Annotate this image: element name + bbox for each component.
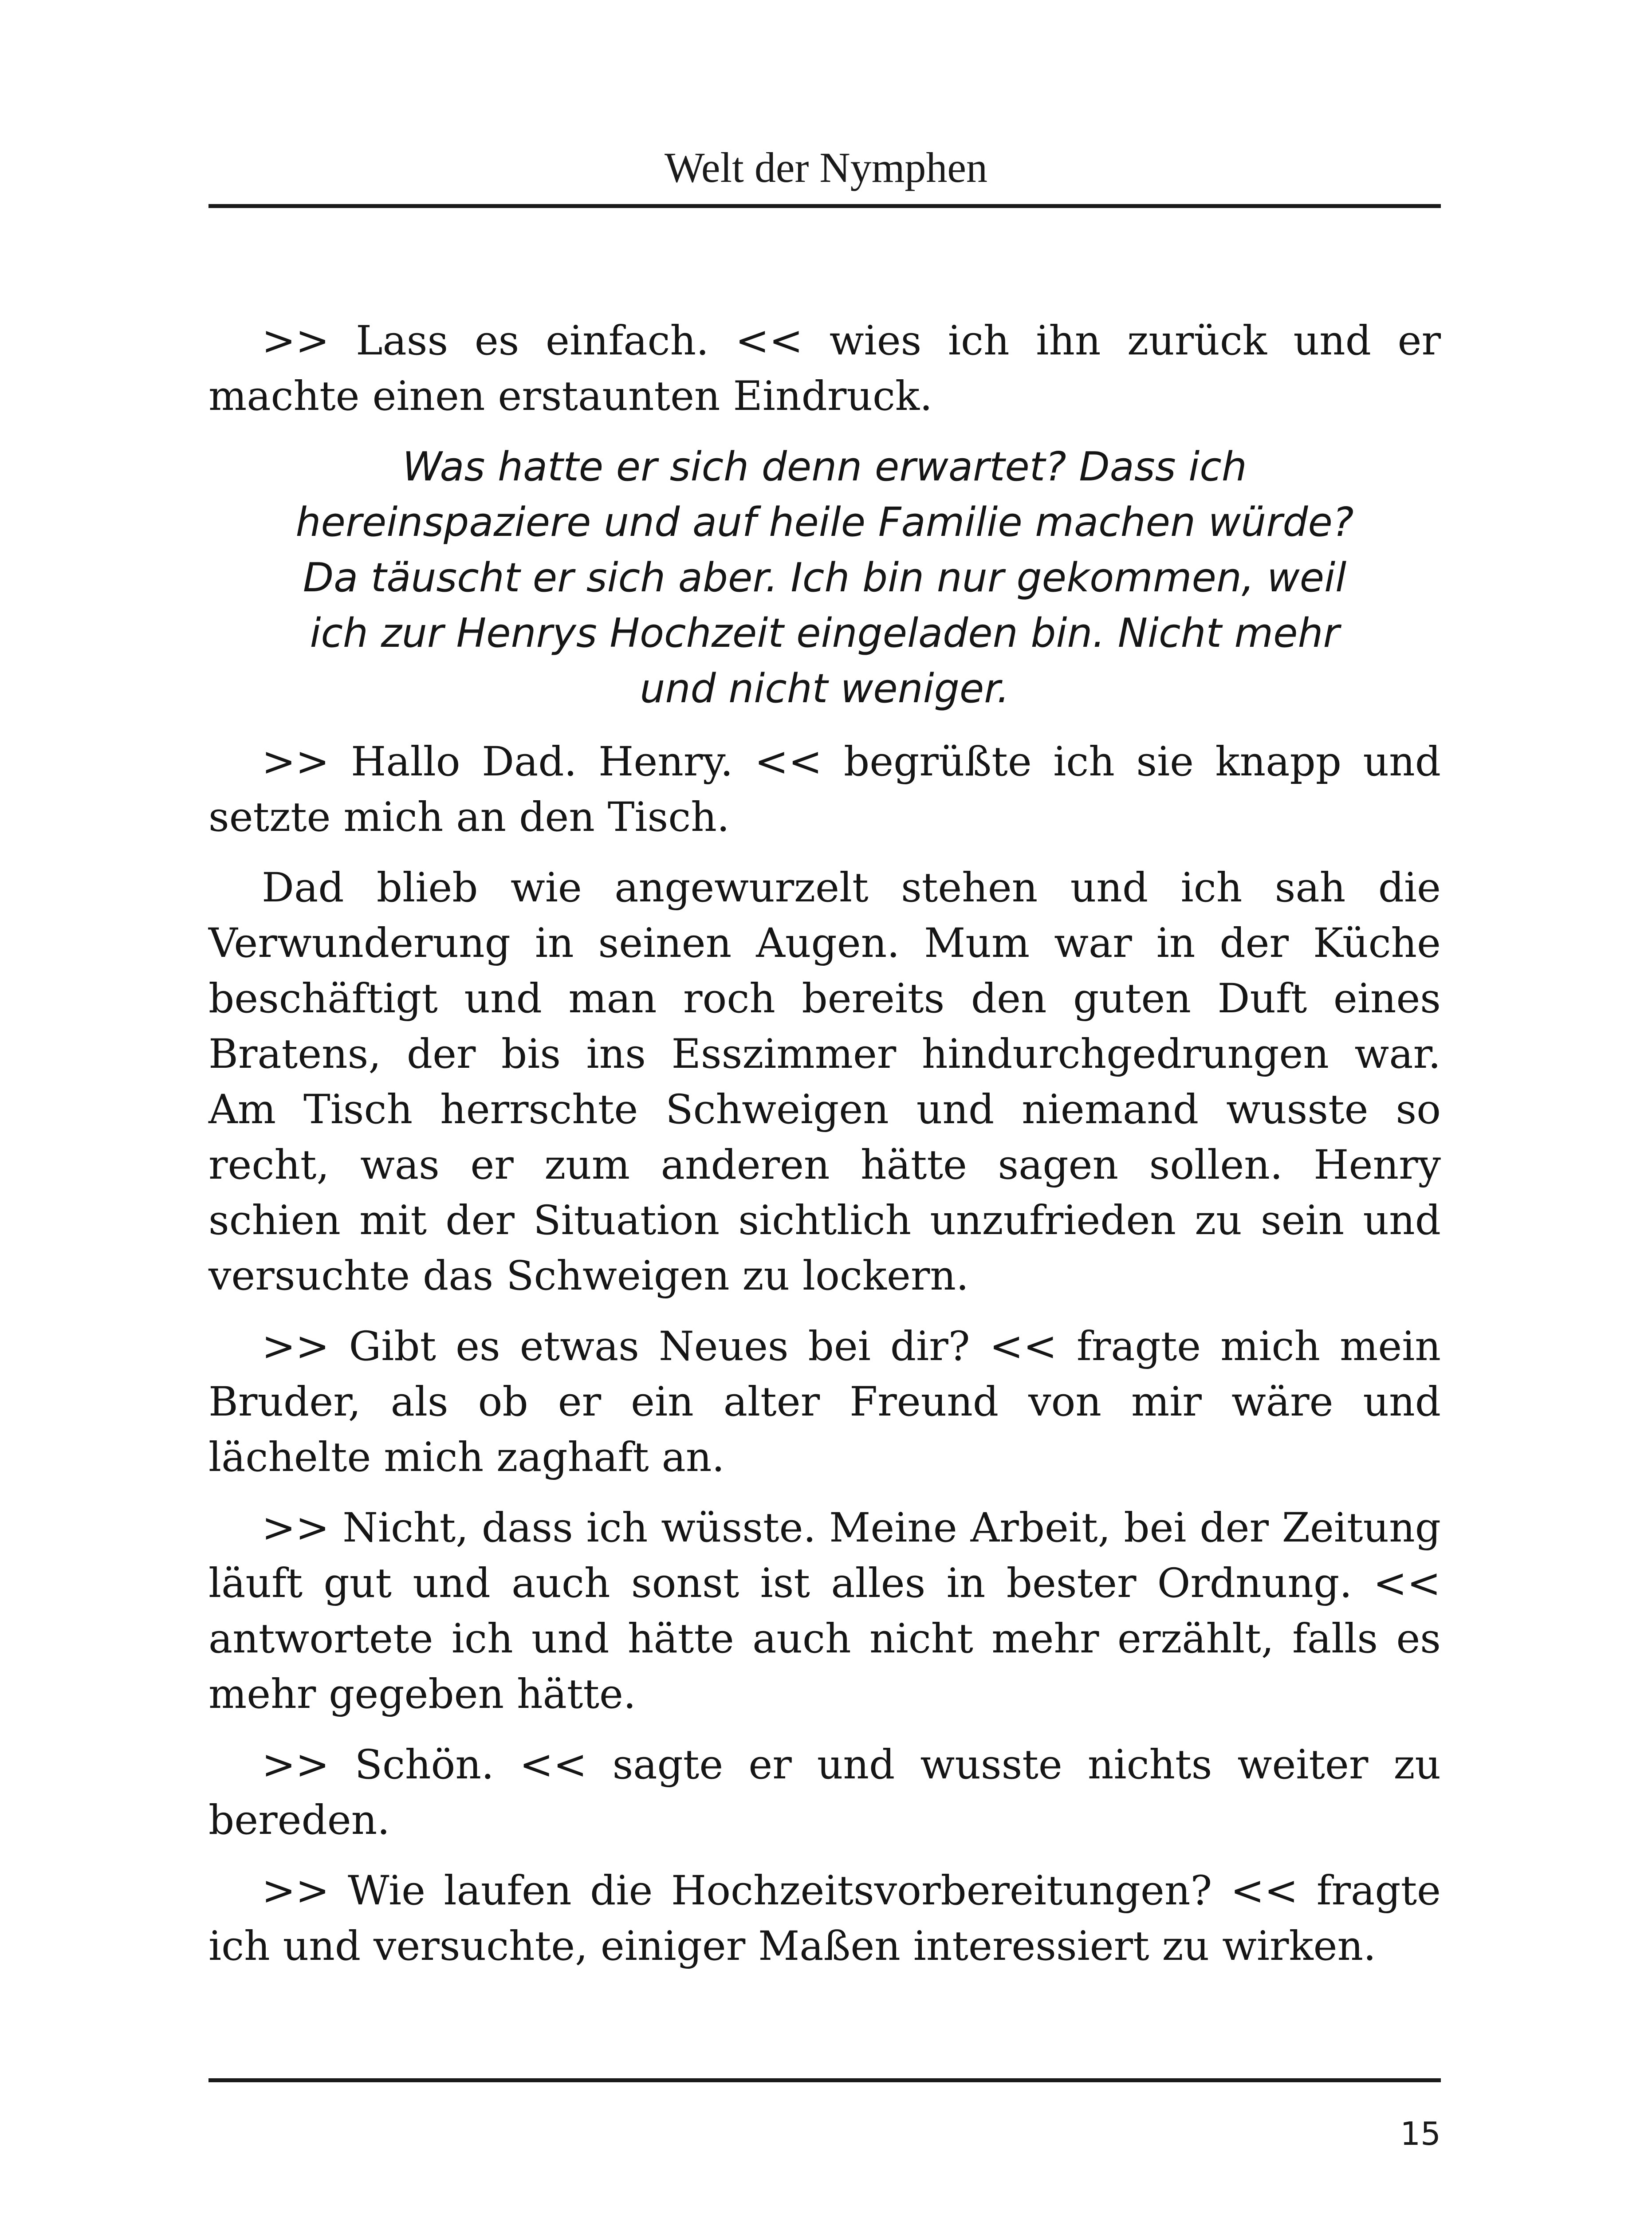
paragraph-inner-thought: Was hatte er sich denn erwartet? Dass ich hereinspaziere und auf heile Familie machen würde? Da täuscht er sich aber. Ich bin nur gekommen, weil ich zur Henrys Hochzeit eingeladen bin. Nicht mehr und nicht weniger. xyxy=(295,444,1354,712)
page-number: 15 xyxy=(1400,2115,1441,2152)
paragraph-dialogue: >> Schön. << sagte er und wusste nichts weiter zu bereden. xyxy=(208,1742,1441,1844)
paragraph-narration: Dad blieb wie angewurzelt stehen und ich sah die Verwunderung in seinen Augen. Mum war in der Küche beschäftigt und man roch bereits den guten Duft eines Bratens, der bis ins Esszimmer hindurchgedrungen war. Am Tisch herrschte Schweigen und niemand wusste so recht, was er zum anderen hätte sagen sollen. Henry schien mit der Situation sichtlich unzufrieden zu sein und versuchte das Schweigen zu lockern. xyxy=(208,865,1441,1299)
paragraph-dialogue: >> Wie laufen die Hochzeitsvorbereitungen? << fragte ich und versuchte, einiger Maßen interessiert zu wirken. xyxy=(208,1868,1441,1970)
footer-rule xyxy=(208,2078,1441,2082)
paragraph-dialogue: >> Nicht, dass ich wüsste. Meine Arbeit, bei der Zeitung läuft gut und auch sonst ist alles in bester Ordnung. << antwortete ich und hätte auch nicht mehr erzählt, falls es mehr gegeben hätte. xyxy=(208,1505,1441,1718)
header-rule xyxy=(208,204,1441,208)
running-header-title: Welt der Nymphen xyxy=(664,144,988,191)
paragraph-dialogue: >> Gibt es etwas Neues bei dir? << fragte mich mein Bruder, als ob er ein alter Freund von mir wäre und lächelte mich zaghaft an. xyxy=(208,1323,1441,1481)
page-body xyxy=(208,313,1441,1989)
paragraph-dialogue: >> Lass es einfach. << wies ich ihn zurück und er machte einen erstaunten Eindruck. xyxy=(208,318,1441,420)
paragraph-dialogue: >> Hallo Dad. Henry. << begrüßte ich sie knapp und setzte mich an den Tisch. xyxy=(208,739,1441,841)
